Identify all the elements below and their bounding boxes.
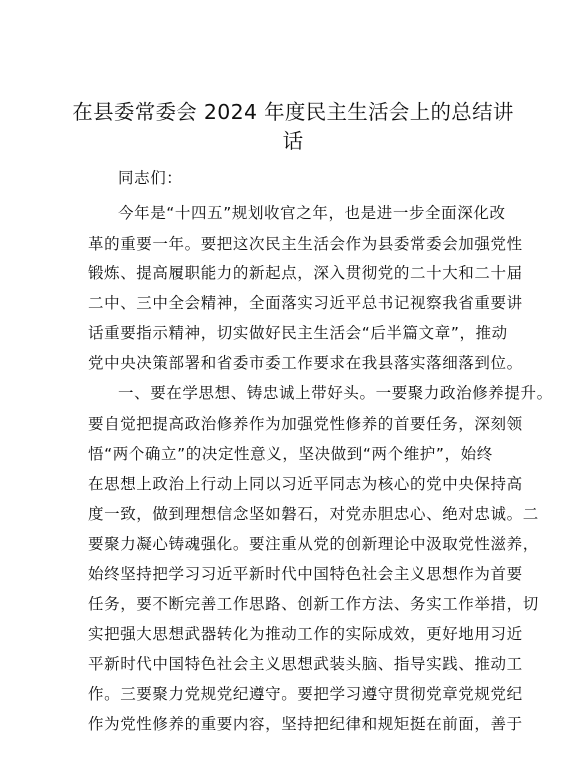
document-title — [60, 98, 526, 156]
title-line-2: 话 — [282, 129, 304, 153]
paragraph-line: 任务，要不断完善工作思路、创新工作方法、务实工作举措，切 — [88, 595, 539, 613]
paragraph-line: 要聚力凝心铸魂强化。要注重从党的创新理论中汲取党性滋养， — [88, 535, 539, 553]
paragraph-line: 作为党性修养的重要内容，坚持把纪律和规矩挺在前面，善于 — [88, 715, 523, 733]
paragraph-line: 革的重要一年。要把这次民主生活会作为县委常委会加强党性 — [88, 235, 523, 253]
paragraph-line: 始终坚持把学习习近平新时代中国特色社会主义思想作为首要 — [88, 565, 523, 583]
paragraph-line: 平新时代中国特色社会主义思想武装头脑、指导实践、推动工 — [88, 655, 523, 673]
section-heading-line: 一、要在学思想、铸忠诚上带好头。一要聚力政治修养提升。 — [118, 384, 553, 402]
salutation: 同志们： — [118, 169, 183, 187]
paragraph-line: 度一致，做到理想信念坚如磐石，对党赤胆忠心、绝对忠诚。二 — [88, 505, 539, 523]
paragraph-line: 作。三要聚力党规党纪遵守。要把学习遵守贯彻党章党规党纪 — [88, 685, 523, 703]
paragraph-line: 锻炼、提高履职能力的新起点，深入贯彻党的二十大和二十届 — [88, 264, 523, 282]
paragraph-line: 二中、三中全会精神，全面落实习近平总书记视察我省重要讲 — [88, 294, 523, 312]
paragraph-line: 在思想上政治上行动上同以习近平同志为核心的党中央保持高 — [88, 475, 523, 493]
paragraph-line: 悟“两个确立”的决定性意义，坚决做到“两个维护”，始终 — [88, 445, 493, 463]
paragraph-line: 今年是“十四五”规划收官之年，也是进一步全面深化改 — [118, 204, 506, 222]
title-line-1: 在县委常委会 2024 年度民主生活会上的总结讲 — [72, 100, 514, 124]
paragraph-line: 要自觉把提高政治修养作为加强党性修养的首要任务，深刻领 — [88, 415, 523, 433]
paragraph-line: 实把强大思想武器转化为推动工作的实际成效，更好地用习近 — [88, 625, 523, 643]
paragraph-line: 党中央决策部署和省委市委工作要求在我县落实落细落到位。 — [88, 354, 523, 372]
paragraph-line: 话重要指示精神，切实做好民主生活会“后半篇文章”，推动 — [88, 324, 508, 342]
